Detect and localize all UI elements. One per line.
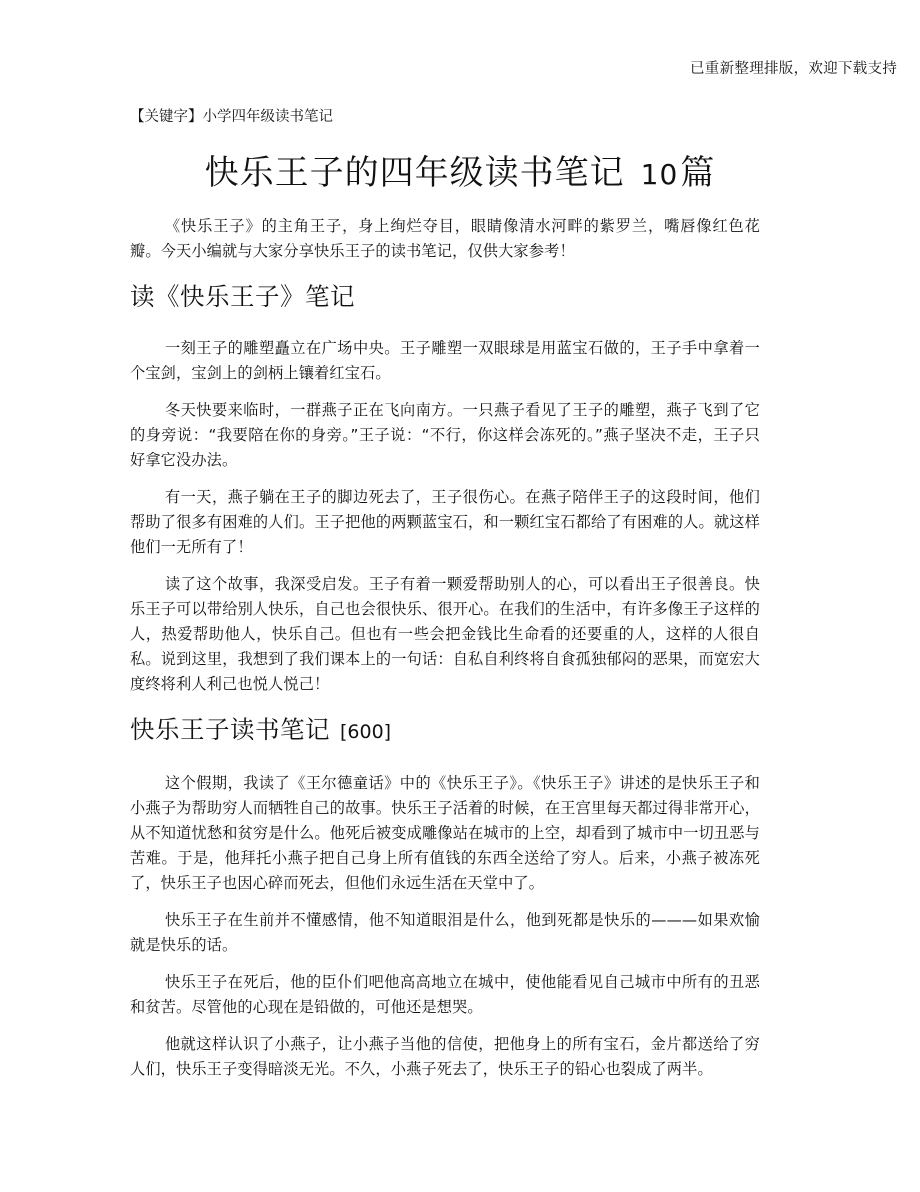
paragraph: 快乐王子在生前并不懂感情，他不知道眼泪是什么，他到死都是快乐的———如果欢愉就是快乐的话。 <box>130 911 760 954</box>
page-title <box>0 150 920 198</box>
paragraph: 这个假期，我读了《王尔德童话》中的《快乐王子》。《快乐王子》讲述的是快乐王子和小燕子为帮助穷人而牺牲自己的故事。快乐王子活着的时候，在王宫里每天都过得非常开心，从不知道忧愁和贫穷是什么。他死后被变成雕像站在城市的上空，却看到了城市中一切丑恶与苦难。于是，他拜托小燕子把自己身上所有值钱的东西全送给了穷人。后来，小燕子被冻死了，快乐王子也因心碎而死去，但他们永远生活在天堂中了。 <box>130 774 760 892</box>
paragraph: 冬天快要来临时，一群燕子正在飞向南方。一只燕子看见了王子的雕塑，燕子飞到了它的身旁说：“我要陪在你的身旁。”王子说：“不行，你这样会冻死的。”燕子坚决不走，王子只好拿它没办法。 <box>130 401 760 469</box>
page-title-number: 10 <box>640 158 679 191</box>
paragraph: 快乐王子在死后，他的臣仆们吧他高高地立在城中，使他能看见自己城市中所有的丑恶和贫苦。尽管他的心现在是铅做的，可他还是想哭。 <box>130 973 760 1016</box>
paragraph: 读了这个故事，我深受启发。王子有着一颗爱帮助别人的心，可以看出王子很善良。快乐王子可以带给别人快乐，自己也会很快乐、很开心。在我们的生活中，有许多像王子这样的人，热爱帮助他人，快乐自己。但也有一些会把金钱比生命看的还要重的人，这样的人很自私。说到这里，我想到了我们课本上的一句话：自私自利终将自食孤独郁闷的恶果，而宽宏大度终将利人利己也悦人悦己！ <box>130 575 760 693</box>
section-heading-1: 读《快乐王子》笔记 <box>130 282 355 311</box>
section-heading-2 <box>130 713 760 749</box>
page-title-suffix: 篇 <box>680 153 716 193</box>
section-heading-2-text: 快乐王子读书笔记 <box>130 715 330 744</box>
document-body <box>130 214 760 1094</box>
intro-paragraph: 《快乐王子》的主角王子，身上绚烂夺目，眼睛像清水河畔的紫罗兰，嘴唇像红色花瓣。今天小编就与大家分享快乐王子的读书笔记，仅供大家参考！ <box>130 217 760 260</box>
header-note: 已重新整理排版，欢迎下载支持 <box>690 61 898 77</box>
paragraph: 他就这样认识了小燕子，让小燕子当他的信使，把他身上的所有宝石，金片都送给了穷人们，快乐王子变得暗淡无光。不久，小燕子死去了，快乐王子的铅心也裂成了两半。 <box>130 1035 760 1078</box>
section-heading-2-tag: [600] <box>340 721 392 743</box>
paragraph: 有一天，燕子躺在王子的脚边死去了，王子很伤心。在燕子陪伴王子的这段时间，他们帮助了很多有困难的人们。王子把他的两颗蓝宝石，和一颗红宝石都给了有困难的人。就这样他们一无所有了！ <box>130 488 760 556</box>
paragraph: 一刻王子的雕塑矗立在广场中央。王子雕塑一双眼球是用蓝宝石做的，王子手中拿着一个宝剑，宝剑上的剑柄上镶着红宝石。 <box>130 339 760 382</box>
page-title-text: 快乐王子的四年级读书笔记 <box>204 153 625 193</box>
keywords-line: 【关键字】小学四年级读书笔记 <box>130 109 333 125</box>
